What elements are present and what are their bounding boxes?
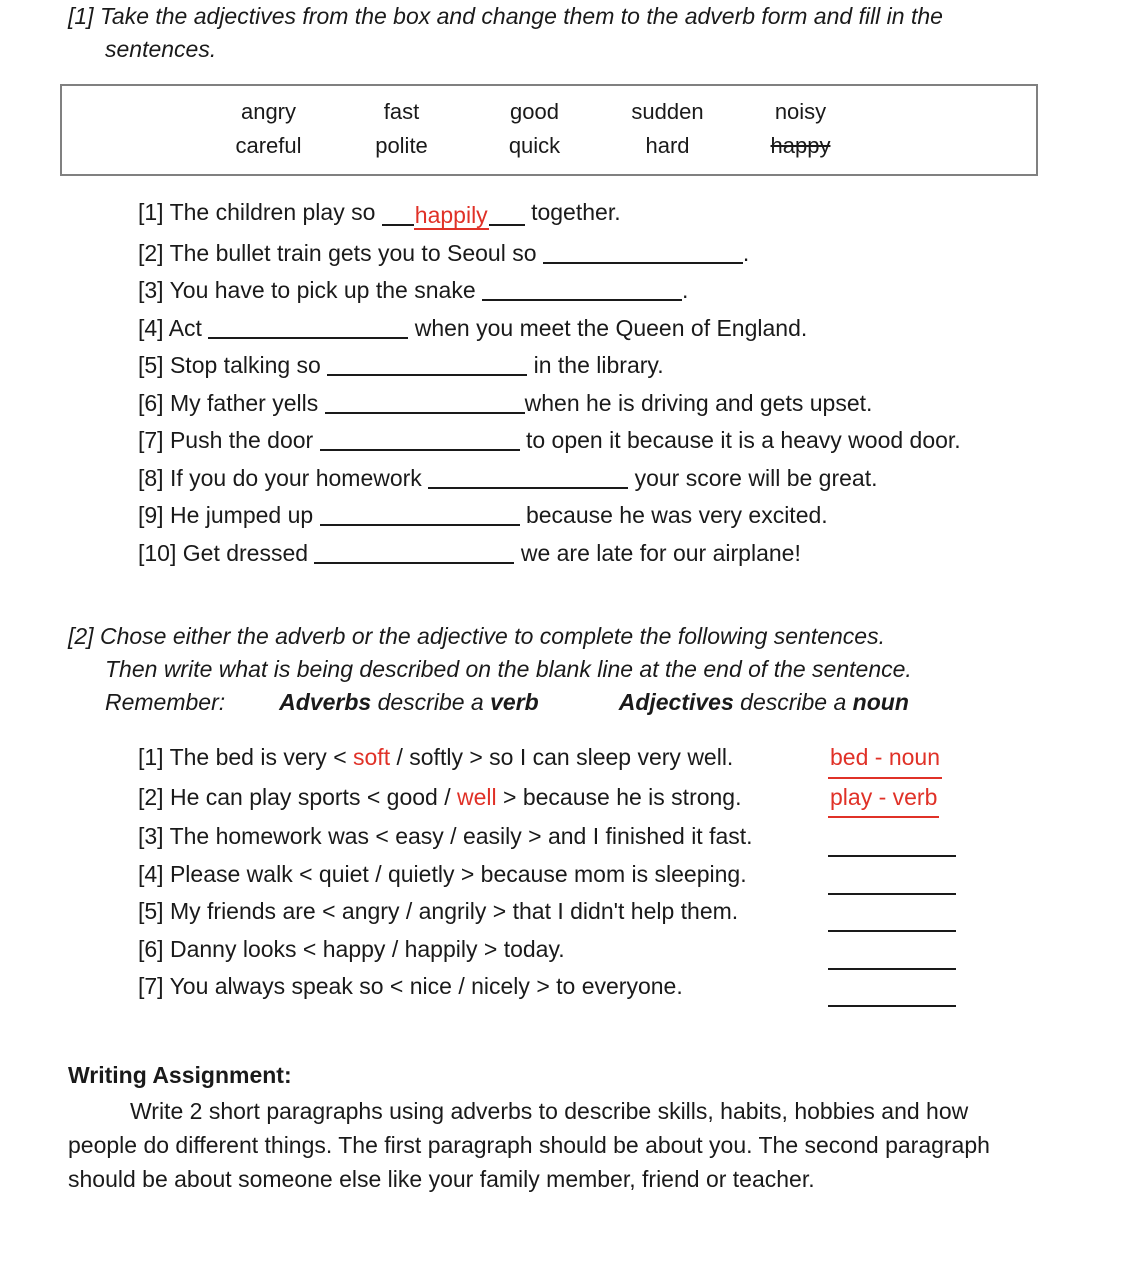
choice-number: [4]: [138, 860, 164, 887]
choice-answer-blank[interactable]: [828, 779, 958, 819]
word-bank-word: polite: [375, 133, 428, 158]
answer-blank-filled[interactable]: [382, 197, 525, 235]
choice-pre-text: He can play sports <: [169, 783, 381, 810]
section-1-instruction-line-2: sentences.: [105, 36, 217, 62]
question-text-after: your score will be great.: [634, 464, 878, 491]
writing-assignment-body: Write 2 short paragraphs using adverbs to describe skills, habits, hobbies and how people do different things. The first paragraph should be about you. The second paragraph should be about someone else like your family member, friend or teacher.: [68, 1097, 990, 1192]
choice-row: [138, 856, 1125, 894]
word-bank-word: quick: [508, 133, 561, 158]
choice-sentence: [138, 893, 828, 931]
section-2-remember-line: [105, 686, 1125, 719]
section-2-instruction-text-1: Chose either the adverb or the adjective to complete the following sentences.: [99, 623, 885, 649]
choice-option-b[interactable]: angrily: [418, 898, 487, 924]
word-bank-row-2: [62, 129, 1036, 163]
question-text-before: He jumped up: [169, 502, 314, 528]
choice-row: [138, 968, 1125, 1006]
word-bank-word-struck: happy: [770, 133, 831, 158]
word-bank-word: noisy: [774, 99, 827, 124]
question-text-before: Push the door: [169, 427, 314, 453]
choice-row: [138, 739, 1125, 779]
choice-post-text: > because he is strong.: [503, 783, 742, 810]
choice-row: [138, 779, 1125, 819]
word-bank-word: good: [510, 99, 559, 124]
question-text-before: Act: [168, 314, 202, 341]
question-text-before: You have to pick up the snake: [169, 277, 476, 303]
question-number: [1]: [138, 199, 164, 225]
blank-trail: [489, 207, 525, 226]
choice-post-text: > and I finished it fast.: [528, 823, 753, 849]
choice-separator: /: [458, 973, 465, 999]
choice-answer-blank[interactable]: [828, 968, 958, 1006]
choice-pre-text: You always speak so <: [169, 973, 404, 999]
answer-blank[interactable]: [320, 432, 520, 451]
choice-answer-blank[interactable]: [828, 739, 958, 779]
answer-blank[interactable]: [314, 545, 514, 564]
question-text-before: If you do your homework: [169, 464, 422, 491]
question-item: [138, 272, 1125, 310]
question-text-after: in the library.: [533, 352, 664, 378]
remember-verb-bold: verb: [490, 689, 539, 715]
choice-post-text: > because mom is sleeping.: [460, 860, 747, 887]
question-text-before: Stop talking so: [169, 352, 321, 378]
question-number: [10]: [138, 539, 177, 566]
blank-line: [828, 876, 956, 895]
choice-option-a[interactable]: good: [386, 783, 438, 810]
question-text-after: because he was very excited.: [525, 502, 828, 528]
choice-number: [3]: [138, 823, 164, 849]
choice-pre-text: My friends are <: [169, 898, 336, 924]
choice-sentence: [138, 856, 828, 894]
word-bank-word: angry: [240, 99, 297, 124]
question-number: [4]: [138, 314, 164, 341]
answer-blank[interactable]: [543, 245, 743, 264]
word-bank-word: careful: [235, 133, 302, 158]
section-2-instruction-line-2: Then write what is being described on the blank line at the end of the sentence.: [105, 656, 912, 682]
choice-post-text: > that I didn't help them.: [492, 898, 739, 924]
choice-pre-text: The homework was <: [169, 823, 389, 849]
remember-adverbs-rest: describe a: [377, 689, 484, 715]
question-item: [138, 194, 1125, 235]
choice-number: [5]: [138, 898, 164, 924]
choice-separator: /: [444, 783, 451, 810]
choice-row: [138, 818, 1125, 856]
question-number: [5]: [138, 352, 164, 378]
choice-answer-blank[interactable]: [828, 893, 958, 931]
choice-pre-text: Danny looks <: [169, 935, 317, 962]
choice-option-a[interactable]: happy: [322, 935, 386, 962]
writing-assignment-title: Writing Assignment:: [68, 1061, 292, 1088]
choice-option-b-selected[interactable]: well: [457, 783, 497, 810]
choice-separator: /: [396, 744, 403, 770]
question-item: [138, 310, 1125, 348]
choice-pre-text: Please walk <: [169, 860, 313, 887]
choice-option-b[interactable]: nicely: [471, 973, 530, 999]
question-text-before: The bullet train gets you to Seoul so: [169, 239, 537, 266]
section-2-tag: [2]: [68, 623, 94, 649]
choice-option-a[interactable]: angry: [341, 898, 400, 924]
question-number: [2]: [138, 239, 164, 266]
choice-number: [2]: [138, 783, 164, 810]
question-item: [138, 347, 1125, 385]
answer-blank[interactable]: [327, 357, 527, 376]
choice-option-a[interactable]: easy: [395, 823, 444, 849]
question-text-after: we are late for our airplane!: [520, 539, 801, 566]
blank-lead: [382, 207, 414, 226]
choice-option-b[interactable]: softly: [409, 744, 463, 770]
choice-separator: /: [375, 860, 382, 887]
section-1-tag: [1]: [68, 3, 94, 29]
word-bank-word: fast: [383, 99, 420, 124]
choice-pre-text: The bed is very <: [169, 744, 347, 770]
choice-number: [1]: [138, 744, 164, 770]
question-item: [138, 422, 1125, 460]
question-number: [8]: [138, 464, 164, 491]
choice-option-a-selected[interactable]: soft: [353, 744, 391, 770]
question-item: [138, 497, 1125, 535]
word-bank-row-1: [62, 95, 1036, 129]
question-text-after: to open it because it is a heavy wood door.: [525, 427, 961, 453]
section-1-heading: [0, 0, 1125, 66]
word-bank-word: hard: [645, 133, 690, 158]
blank-line: [828, 913, 956, 932]
choice-separator: /: [450, 823, 457, 849]
word-bank-box: [60, 84, 1038, 176]
choice-sentence: [138, 968, 828, 1006]
section-2-instruction-line-1: [68, 620, 1125, 653]
question-item: [138, 460, 1125, 498]
choice-row: [138, 893, 1125, 931]
question-text-after: together.: [531, 199, 621, 225]
question-number: [7]: [138, 427, 164, 453]
choice-option-b[interactable]: happily: [404, 935, 478, 962]
choice-sentence: [138, 931, 828, 969]
blank-line: [828, 951, 956, 970]
question-text-before: Get dressed: [182, 539, 309, 566]
choice-post-text: > so I can sleep very well.: [469, 744, 734, 770]
section-1-instruction-line-1: [68, 0, 1125, 33]
choice-answer-blank[interactable]: [828, 931, 958, 969]
choice-answer-text: play - verb: [828, 779, 939, 819]
question-text-after: when he is driving and gets upset.: [524, 389, 873, 416]
choice-answer-text: bed - noun: [828, 739, 942, 779]
choice-separator: /: [391, 935, 399, 962]
question-text-before: My father yells: [169, 389, 319, 416]
choice-row: [138, 931, 1125, 969]
blank-line: [828, 988, 956, 1007]
remember-adverbs-bold: Adverbs: [279, 689, 372, 715]
writing-assignment-section: [68, 1058, 1016, 1196]
section-1-instruction-text-1: Take the adjectives from the box and change them to the adverb form and fill in the: [99, 3, 943, 29]
section-2-heading: [0, 620, 1125, 719]
choice-post-text: > to everyone.: [536, 973, 683, 999]
blank-line: [828, 838, 956, 857]
choice-number: [7]: [138, 973, 164, 999]
choice-option-a[interactable]: quiet: [318, 860, 369, 887]
answer-blank[interactable]: [428, 470, 628, 489]
answer-blank[interactable]: [320, 507, 520, 526]
answer-blank[interactable]: [208, 320, 408, 339]
choice-option-b[interactable]: quietly: [387, 860, 455, 887]
choice-option-a[interactable]: nice: [409, 973, 452, 999]
choice-answer-blank[interactable]: [828, 818, 958, 856]
choice-number: [6]: [138, 935, 164, 962]
choice-post-text: > today.: [483, 935, 565, 962]
choice-question-list: [0, 739, 1125, 1006]
choice-sentence: [138, 739, 828, 777]
question-item: [138, 535, 1125, 573]
choice-sentence: [138, 818, 828, 856]
choice-sentence: [138, 779, 828, 817]
fill-in-question-list: [0, 194, 1125, 572]
question-text-after: .: [682, 277, 689, 303]
question-text-before: The children play so: [169, 199, 376, 225]
choice-separator: /: [405, 898, 413, 924]
remember-adjectives-bold: Adjectives: [618, 689, 734, 715]
question-number: [3]: [138, 277, 164, 303]
remember-label: Remember:: [105, 689, 226, 715]
question-item: [138, 235, 1125, 273]
remember-adjectives-rest: describe a: [740, 689, 847, 715]
question-number: [9]: [138, 502, 164, 528]
answer-blank[interactable]: [482, 282, 682, 301]
question-item: [138, 385, 1125, 423]
word-bank-word: sudden: [631, 99, 704, 124]
choice-answer-blank[interactable]: [828, 856, 958, 894]
answer-text: happily: [414, 202, 488, 228]
remember-noun-bold: noun: [852, 689, 909, 715]
choice-option-b[interactable]: easily: [462, 823, 522, 849]
answer-blank[interactable]: [325, 395, 525, 414]
question-text-after: when you meet the Queen of England.: [414, 314, 808, 341]
question-number: [6]: [138, 389, 164, 416]
question-text-after: .: [742, 239, 750, 266]
